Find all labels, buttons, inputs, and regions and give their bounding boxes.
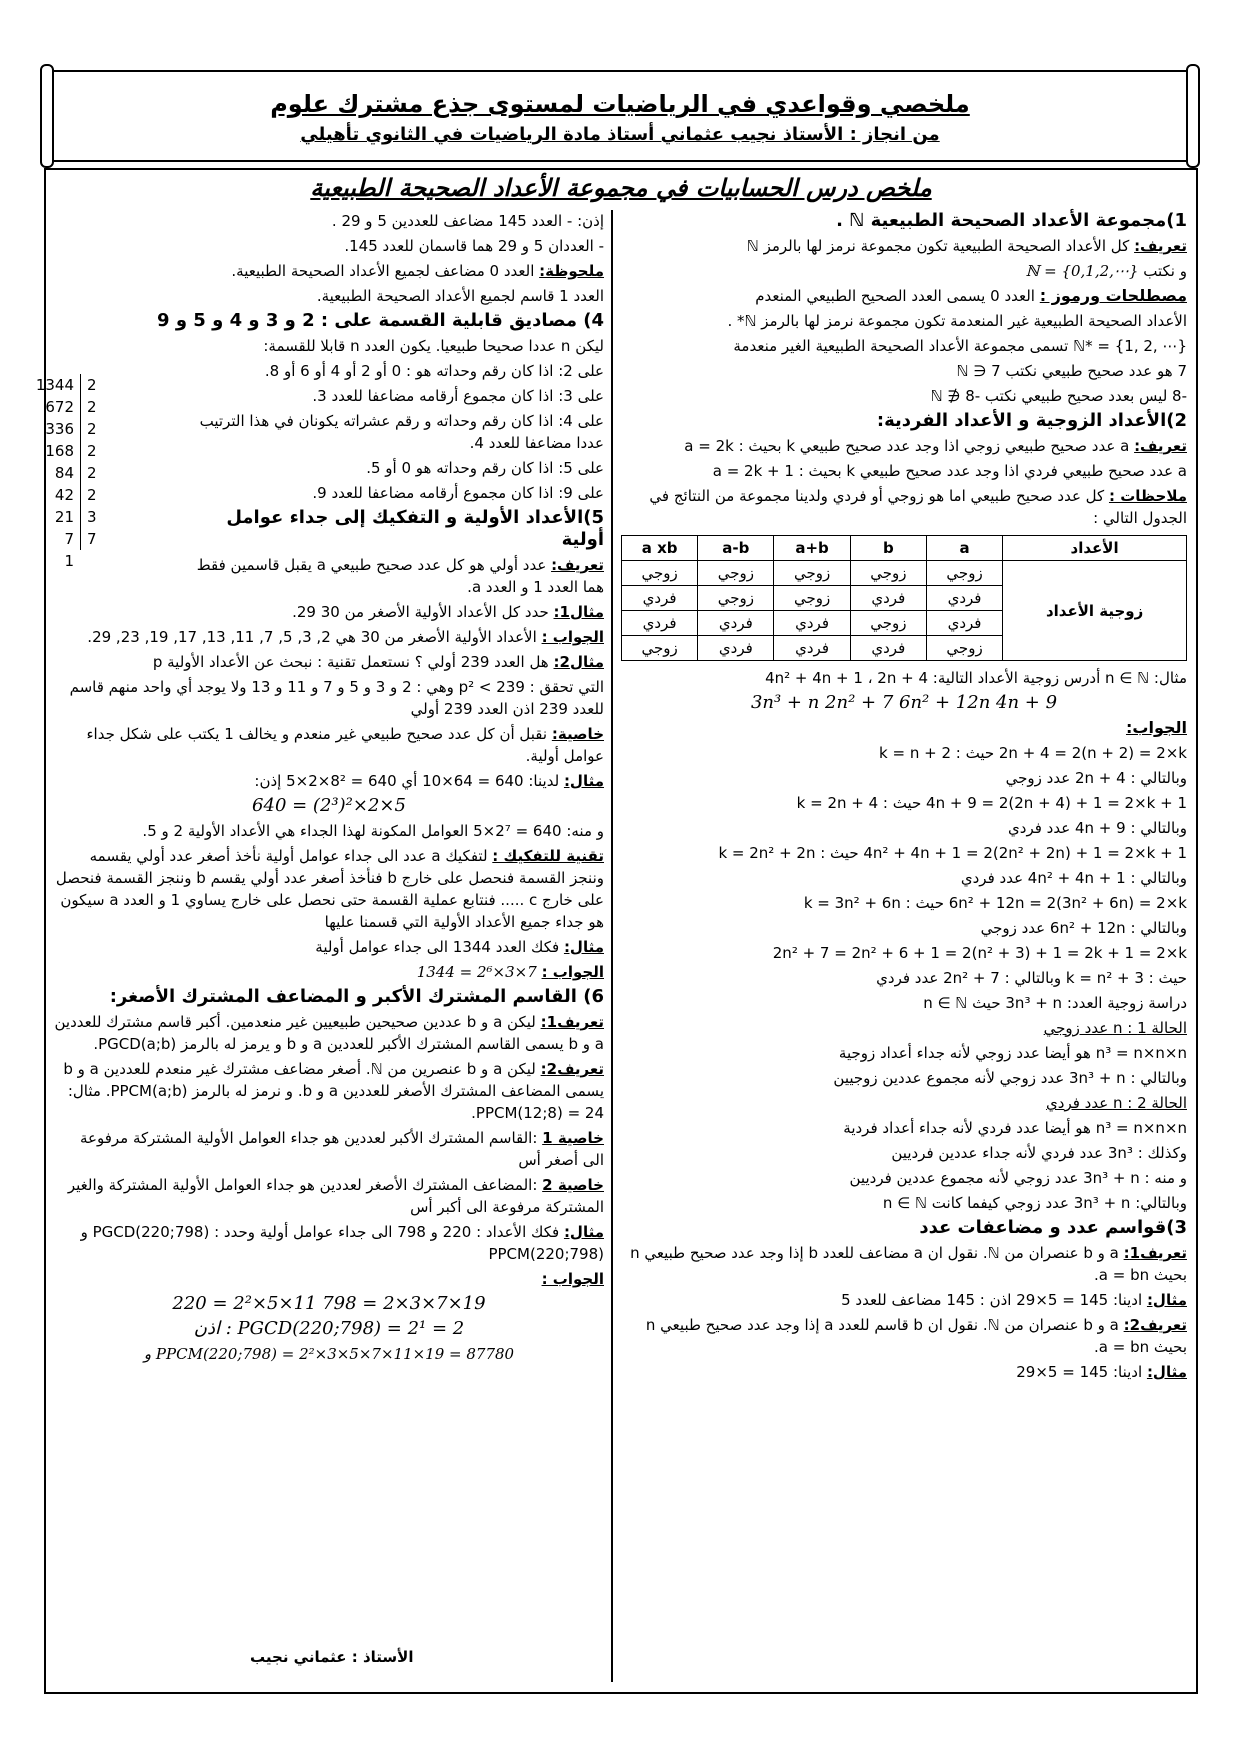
factor-row	[24, 506, 134, 528]
table-cell: فردي	[698, 611, 774, 636]
section-3-title: 3)قواسم عدد و مضاعفات عدد	[919, 1217, 1187, 1238]
table-cell: زوجي	[774, 561, 850, 586]
table-header: a+b	[774, 536, 850, 561]
note-2: العدد 1 قاسم لجميع الأعداد الصحيحة الطبيعية.	[316, 287, 604, 305]
s3-example-1	[621, 1289, 1187, 1311]
note-1: العدد 0 مضاعف لجميع الأعداد الصحيحة الطبيعية.	[231, 262, 535, 280]
table-cell: فردي	[850, 636, 926, 661]
s6-def2-text: ليكن a و b عنصرين من ℕ. أصغر مضاعف مشترك غير منعدم للعددين a و b يسمى المضاعف المشترك الأصغر للعددين a و b. و نرمز له بالرمز PPCM(a;b). مثال: PPCM(12;8) = 24.	[63, 1060, 604, 1122]
factor-divisor: 2	[80, 440, 117, 462]
s2-example: مثال: n ∈ ℕ أدرس زوجية الأعداد التالية: 4n² + 4n + 1 ، 2n + 4	[765, 669, 1187, 687]
s3-ex1-text: ادينا: 145 = 5×29 اذن : 145 مضاعف للعدد 5	[841, 1291, 1143, 1309]
factor-divisor: 7	[80, 528, 117, 550]
table-side-label: زوجية الأعداد	[1003, 561, 1187, 661]
table-header: a xb	[622, 536, 698, 561]
factor-quotient: 84	[54, 464, 74, 482]
s5-answer-4	[54, 961, 604, 983]
s2-definition	[621, 435, 1187, 457]
page-title: ملخصي وقواعدي في الرياضيات لمستوى جذع مشترك علوم	[270, 90, 970, 118]
s6-property-2	[54, 1174, 604, 1218]
s2-answer-2b: وبالتالي : 4n + 9 عدد فردي	[1008, 819, 1187, 837]
s6-def1-label: تعريف1:	[540, 1013, 604, 1031]
s4-intro: ليكن n عددا صحيحا طبيعيا. يكون العدد n قابلا للقسمة:	[263, 337, 604, 355]
s5-ans1-text: الأعداد الأولية الأصغر من 30 هي 2, 3, 5, 7, 11, 13, 17, 19, 23, 29.	[87, 628, 537, 646]
s2-case-1c: وبالتالي : 3n³ + n عدد زوجي لأنه مجموع عددين زوجيين	[833, 1069, 1187, 1087]
table-cell: زوجي	[850, 561, 926, 586]
s2-notes-label: ملاحظات :	[1108, 487, 1187, 505]
table-cell: فردي	[926, 611, 1002, 636]
left-column	[54, 210, 604, 1368]
s5-ex4-label: مثال:	[563, 938, 604, 956]
s5-technique	[54, 845, 604, 933]
s2-case-2d: و منه : 3n³ + n عدد زوجي لأنه مجموع عددين فرديين	[849, 1169, 1187, 1187]
factor-quotient: 1344	[35, 376, 74, 394]
s1-def-label: تعريف:	[1134, 237, 1187, 255]
s2-notes	[621, 485, 1187, 529]
s6-answer-3: و PPCM(220;798) = 2²×3×5×7×11×19 = 87780	[143, 1345, 515, 1363]
s1-terms-text: العدد 0 يسمى العدد الصحيح الطبيعي المنعدم	[755, 287, 1035, 305]
factor-quotient: 7	[64, 530, 74, 548]
factor-row	[24, 484, 134, 506]
s5-ex3-label: مثال:	[563, 772, 604, 790]
s5-prop-text: نقبل أن كل عدد صحيح طبيعي غير منعدم و يخالف 1 يكتب على شكل جداء عوامل أولية.	[86, 725, 604, 765]
table-cell: فردي	[698, 636, 774, 661]
s2-def-label: تعريف:	[1134, 437, 1187, 455]
s2-answer-3: 4n² + 4n + 1 = 2(2n² + 2n) + 1 = 2×k + 1 حيث : k = 2n² + 2n	[718, 844, 1187, 862]
factor-quotient: 42	[54, 486, 74, 504]
s2-answer-4b: وبالتالي : 6n² + 12n عدد زوجي	[980, 919, 1187, 937]
factor-row	[24, 418, 134, 440]
s6-answer	[54, 1268, 604, 1290]
s1-write	[621, 260, 1187, 282]
s6-def1-text: ليكن a و b عددين صحيحين طبيعيين غير منعدمين. أكبر قاسم مشترك للعددين a و b يسمى القاسم المشترك الأكبر للعددين a و b و يرمز له بالرمز PGCD(a;b).	[54, 1013, 604, 1053]
l-line-2: - العددان 5 و 29 هما قاسمان للعدد 145.	[344, 237, 604, 255]
section-5-title: 5)الأعداد الأولية و التفكيك إلى جداء عوامل أولية	[226, 507, 604, 550]
column-divider	[611, 210, 613, 1682]
s6-ans-label: الجواب :	[541, 1270, 604, 1288]
s6-answer-1: 220 = 2²×5×11 798 = 2×3×7×19	[172, 1293, 486, 1314]
s5-example-3	[54, 770, 604, 792]
s4-rule-5: على 5: اذا كان رقم وحداته هو 0 أو 5.	[366, 459, 604, 477]
s5-ex1-label: مثال1:	[553, 603, 604, 621]
table-cell: فردي	[622, 586, 698, 611]
s1-example1: 7 هو عدد صحيح طبيعي نكتب 7 ∈ ℕ	[956, 362, 1187, 380]
note-label: ملحوظة:	[539, 262, 604, 280]
table-cell: فردي	[622, 611, 698, 636]
right-column	[621, 210, 1187, 1386]
s2-case-2c: وكذلك : 3n³ عدد فردي لأنه جداء عددين فرديين	[891, 1144, 1187, 1162]
table-cell: زوجي	[698, 561, 774, 586]
factor-divisor: 3	[80, 506, 117, 528]
s5-example-3c: و منه: 640 = 2⁷×5 العوامل المكونة لهذا الجداء هي الأعداد الأولية 2 و 5.	[142, 822, 604, 840]
s5-tech-text: لتفكيك a عدد الى جداء عوامل أولية نأخذ أصغر عدد أولي يقسمه وننجز القسمة فنحصل على خارج b فنأخذ أصغر عدد أولي يقسم b وننجز القسمة فنحصل على خارج c ..... فنتابع عملية القسمة حتى نحصل على خارج يساوي 1 و العدد a سيكون هو جداء جميع الأعداد الأولية التي قسمنا عليها	[55, 847, 604, 931]
factor-divisor: 2	[80, 418, 117, 440]
s1-terms-label: مصطلحات ورموز :	[1039, 286, 1187, 305]
factorization-1344	[24, 374, 134, 572]
s5-example-4	[54, 936, 604, 958]
s5-ex1-text: حدد كل الأعداد الأولية الأصغر من 30 29.	[292, 603, 549, 621]
factor-row	[24, 374, 134, 396]
table-header: الأعداد	[1003, 536, 1187, 561]
s6-p2-label: خاصية 2	[542, 1176, 604, 1194]
s3-def2-label: تعريف2:	[1123, 1316, 1187, 1334]
factor-divisor: 2	[80, 484, 117, 506]
factor-divisor: 2	[80, 462, 117, 484]
s2-answer-6: دراسة زوجية العدد: 3n³ + n حيث n ∈ ℕ	[923, 994, 1187, 1012]
s1-def-text: كل الأعداد الصحيحة الطبيعية تكون مجموعة نرمز لها بالرمز ℕ	[746, 237, 1130, 255]
factor-row	[24, 440, 134, 462]
s1-nstar2: ℕ* = {1, 2, ⋯} تسمى مجموعة الأعداد الصحيحة الطبيعية الغير منعدمة	[733, 337, 1187, 355]
s5-ex2-text: هل العدد 239 أولي ؟ نستعمل تقنية : نبحث عن الأعداد الأولية p	[152, 653, 549, 671]
s1-set: ℕ = {0,1,2,⋯}	[1025, 262, 1139, 280]
s3-def1-label: تعريف1:	[1123, 1244, 1187, 1262]
s4-rule-3: على 3: اذا كان مجموع أرقامه مضاعفا للعدد 3.	[312, 387, 604, 405]
factor-row	[24, 396, 134, 418]
factor-quotient: 336	[45, 420, 74, 438]
header-banner	[48, 70, 1192, 162]
factor-divisor: 2	[80, 396, 117, 418]
s3-def2-text: a و b عنصران من ℕ. نقول ان b قاسم للعدد a إذا وجد عدد صحيح طبيعي n بحيث a = bn.	[645, 1316, 1187, 1356]
s2-answer-1b: وبالتالي : 2n + 4 عدد زوجي	[1005, 769, 1187, 787]
table-header: a	[926, 536, 1002, 561]
s5-ex2-label: مثال2:	[553, 653, 604, 671]
s5-property	[54, 723, 604, 767]
s2-answer-1: 2n + 4 = 2(n + 2) = 2×k حيث : k = n + 2	[879, 744, 1187, 762]
s2-case-2b: n³ = n×n×n هو أيضا عدد فردي لأنه جداء أعداد فردية	[843, 1119, 1187, 1137]
s5-definition	[184, 554, 604, 598]
s5-tech-label: تقنية للتفكيك :	[492, 847, 604, 865]
s3-example-2	[621, 1361, 1187, 1383]
section-2-title: 2)الأعداد الزوجية و الأعداد الفردية:	[876, 410, 1187, 431]
s2-answer-4: 6n² + 12n = 2(3n² + 6n) = 2×k حيث : k = 3n² + 6n	[803, 894, 1187, 912]
s5-ex3-text: لدينا: 640 = 64×10 أي 640 = 8²×2×5 إذن:	[254, 772, 560, 790]
s3-ex2-text: ادينا: 145 = 5×29	[1016, 1363, 1143, 1381]
s5-ex4-text: فكك العدد 1344 الى جداء عوامل أولية	[315, 938, 560, 956]
l-line-1: إذن: - العدد 145 مضاعف للعددين 5 و 29 .	[331, 212, 604, 230]
s5-example-2	[54, 651, 604, 673]
s2-def2: a عدد صحيح طبيعي فردي اذا وجد عدد صحيح طبيعي k بحيث : a = 2k + 1	[712, 462, 1187, 480]
section-1-title: 1)مجموعة الأعداد الصحيحة الطبيعية ℕ .	[836, 210, 1187, 231]
s2-answer-label: الجواب:	[1125, 718, 1187, 737]
s5-def-text: عدد أولي هو كل عدد صحيح طبيعي a يقبل قاسمين فقط هما العدد 1 و العدد a.	[196, 556, 604, 596]
table-cell: زوجي	[622, 561, 698, 586]
s5-ans4-label: الجواب :	[541, 963, 604, 981]
s6-definition-1	[54, 1011, 604, 1055]
table-cell: فردي	[774, 611, 850, 636]
s2-answer-2: 4n + 9 = 2(2n + 4) + 1 = 2×k + 1 حيث : k = 2n + 4	[796, 794, 1187, 812]
s2-def1: a عدد صحيح طبيعي زوجي اذا وجد عدد صحيح طبيعي k بحيث : a = 2k	[684, 437, 1130, 455]
content-frame	[44, 168, 1198, 1694]
s1-write-label: و نكتب	[1143, 262, 1187, 280]
s6-answer-2: اذن : PGCD(220;798) = 2¹ = 2	[193, 1318, 465, 1339]
s3-definition-2	[621, 1314, 1187, 1358]
s5-example-3b: 640 = (2³)²×2×5	[252, 795, 406, 816]
s6-p2-text: :المضاعف المشترك الأصغر لعددين هو جداء العوامل الأولية المشتركة والغير المشتركة مرفوعة الى أكبر أس	[67, 1176, 604, 1216]
s1-terms	[621, 285, 1187, 307]
s2-case-1: الحالة 1 : n عدد زوجي	[1043, 1019, 1187, 1037]
factor-quotient: 21	[54, 508, 74, 526]
table-cell: فردي	[850, 586, 926, 611]
s3-ex2-label: مثال:	[1146, 1363, 1187, 1381]
lesson-subtitle: ملخص درس الحسابيات في مجموعة الأعداد الصحيحة الطبيعية	[310, 174, 932, 202]
table-row	[622, 561, 1187, 586]
factor-quotient: 168	[45, 442, 74, 460]
table-cell: زوجي	[622, 636, 698, 661]
s6-property-1	[54, 1127, 604, 1171]
table-header: a-b	[698, 536, 774, 561]
s6-def2-label: تعريف2:	[540, 1060, 604, 1078]
factor-row	[24, 550, 134, 572]
s2-answer-5: 2n² + 7 = 2n² + 6 + 1 = 2(n² + 3) + 1 = 2k + 1 = 2×k	[772, 944, 1187, 962]
parity-table-header	[622, 536, 1187, 561]
table-cell: فردي	[774, 636, 850, 661]
s4-rule-9: على 9: اذا كان مجموع أرقامه مضاعفا للعدد 9.	[312, 484, 604, 502]
table-cell: زوجي	[698, 586, 774, 611]
s6-ex-label: مثال:	[563, 1223, 604, 1241]
s6-example	[54, 1221, 604, 1265]
section-6-title: 6) القاسم المشترك الأكبر و المضاعف المشترك الأصغر:	[109, 986, 604, 1007]
table-cell: فردي	[926, 586, 1002, 611]
table-cell: زوجي	[926, 561, 1002, 586]
s5-prop-label: خاصية:	[551, 725, 604, 743]
s6-definition-2	[54, 1058, 604, 1124]
s1-nstar: الأعداد الصحيحة الطبيعية غير المنعدمة تكون مجموعة نرمز لها بالرمز ℕ* .	[727, 312, 1187, 330]
section-4-title: 4) مصاديق قابلية القسمة على : 2 و 3 و 4 و 5 و 9	[157, 310, 604, 331]
s5-ans4-text: 1344 = 2⁶×3×7	[416, 963, 537, 981]
s3-definition-1	[621, 1242, 1187, 1286]
s6-ex-text: فكك الأعداد : 220 و 798 الى جداء عوامل أولية وحدد : PGCD(220;798) و PPCM(220;798)	[80, 1223, 604, 1263]
divisibility-rules	[184, 335, 604, 598]
s6-p1-label: خاصية 1	[542, 1129, 604, 1147]
s2-example-list: 3n³ + n 2n² + 7 6n² + 12n 4n + 9	[750, 692, 1058, 713]
s6-p1-text: :القاسم المشترك الأكبر لعددين هو جداء العوامل الأولية المشتركة مرفوعة الى أصغر أس	[79, 1129, 604, 1169]
s2-notes-text: كل عدد صحيح طبيعي اما هو زوجي أو فردي ولدينا مجموعة من النتائج في الجدول التالي :	[649, 487, 1187, 527]
s2-case-2: الحالة 2 : n عدد فردي	[1046, 1094, 1187, 1112]
author-line: من انجاز : الأستاذ نجيب عثماني أستاذ مادة الرياضيات في الثانوي تأهيلي	[300, 124, 940, 145]
s4-rule-2: على 2: اذا كان رقم وحداته هو : 0 أو 2 أو 4 أو 6 أو 8.	[264, 362, 604, 380]
s3-ex1-label: مثال:	[1146, 1291, 1187, 1309]
s2-case-1b: n³ = n×n×n هو أيضا عدد زوجي لأنه جداء أعداد زوجية	[838, 1044, 1187, 1062]
note	[54, 260, 604, 282]
factor-row	[24, 528, 134, 550]
s2-answer-5b: حيث : k = n² + 3 وبالتالي : 2n² + 7 عدد فردي	[876, 969, 1187, 987]
s2-answer-3b: وبالتالي : 4n² + 4n + 1 عدد فردي	[960, 869, 1187, 887]
s5-answer-1	[54, 626, 604, 648]
factor-divisor: 2	[80, 374, 117, 396]
s5-def-label: تعريف:	[551, 556, 604, 574]
table-cell: زوجي	[926, 636, 1002, 661]
s5-example-2b: التي تحقق : p² < 239 وهي : 2 و 3 و 5 و 7 و 11 و 13 ولا يوجد أي واحد منهم قاسم للعدد 239 اذن العدد 239 أولي	[69, 678, 604, 718]
s3-def1-text: a و b عنصران من ℕ. نقول ان a مضاعف للعدد b إذا وجد عدد صحيح طبيعي n بحيث a = bn.	[630, 1244, 1187, 1284]
factor-row	[24, 462, 134, 484]
s5-ans-label: الجواب :	[541, 628, 604, 646]
s4-rule-4: على 4: اذا كان رقم وحداته و رقم عشراته يكونان في هذا الترتيب عددا مضاعفا للعدد 4.	[199, 412, 604, 452]
s1-example2: -8 ليس بعدد صحيح طبيعي نكتب -8 ∉ ℕ	[930, 387, 1187, 405]
table-cell: زوجي	[774, 586, 850, 611]
parity-table	[621, 535, 1187, 661]
s1-definition	[621, 235, 1187, 257]
teacher-signature: الأستاذ : عثماني نجيب	[250, 1648, 414, 1666]
s5-example-1	[54, 601, 604, 623]
table-header: b	[850, 536, 926, 561]
factor-quotient: 672	[45, 398, 74, 416]
factor-quotient: 1	[64, 552, 74, 570]
s2-case-2e: وبالتالي: 3n³ + n عدد زوجي كيفما كانت n ∈ ℕ	[882, 1194, 1187, 1212]
table-cell: زوجي	[850, 611, 926, 636]
